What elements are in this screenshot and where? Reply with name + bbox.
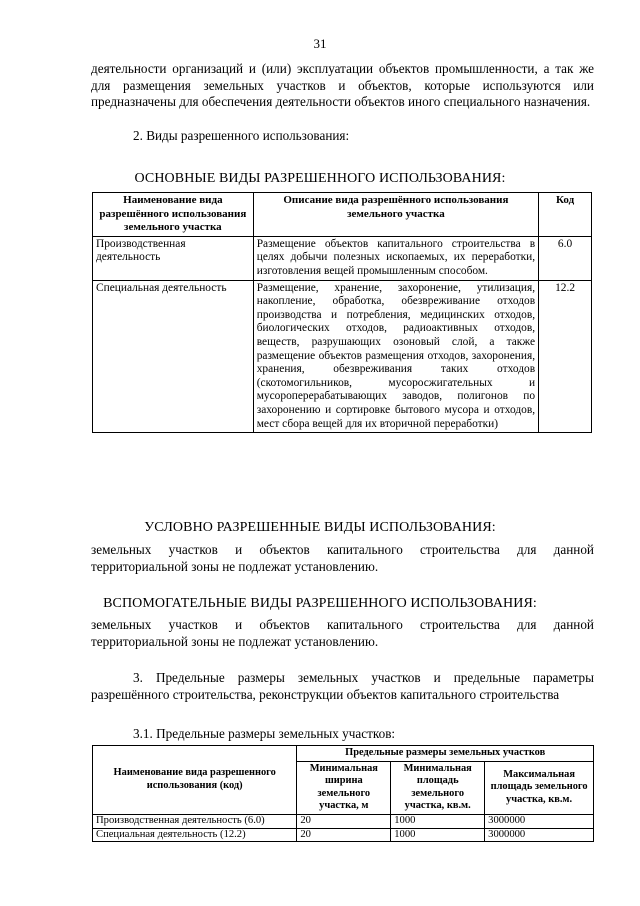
intro-paragraph: деятельности организаций и (или) эксплуатации объектов промышленности, а так же для размещения земельных участков и объектов, которые используются или предназначены для обеспечения деятельности объектов иного специального назначения. <box>91 61 594 109</box>
item-2-text: 2. Виды разрешенного использования: <box>133 128 350 143</box>
header-use-description: Описание вида разрешённого использования земельного участка <box>253 193 538 237</box>
table-row <box>93 828 594 842</box>
item-3-1-text: 3.1. Предельные размеры земельных участков: <box>133 726 396 741</box>
min-area-cell: 1000 <box>391 828 485 842</box>
main-uses-heading: ОСНОВНЫЕ ВИДЫ РАЗРЕШЕННОГО ИСПОЛЬЗОВАНИЯ: <box>134 171 506 186</box>
item-3-text: 3. Предельные размеры земельных участков и предельные параметры разрешённого строительства, реконструкции объектов капитального строительства <box>91 670 594 702</box>
min-area-cell: 1000 <box>391 814 485 828</box>
use-name-cell: Специальная деятельность <box>93 280 254 433</box>
table-row <box>93 814 594 828</box>
table-row <box>93 280 592 433</box>
main-uses-table-header-row <box>93 193 592 237</box>
conditional-uses-text: земельных участков и объектов капитального строительства для данной территориальной зоны не подлежат установлению. <box>91 542 594 574</box>
table-row <box>93 236 592 280</box>
page-number: 31 <box>313 36 327 51</box>
header-min-area: Минимальная площадь земельного участка, кв.м. <box>391 761 485 814</box>
conditional-uses-heading: УСЛОВНО РАЗРЕШЕННЫЕ ВИДЫ ИСПОЛЬЗОВАНИЯ: <box>144 520 496 535</box>
header-plot-size-group: Предельные размеры земельных участков <box>297 746 594 762</box>
header-code: Код <box>539 193 592 237</box>
plot-use-name-cell: Производственная деятельность (6.0) <box>93 814 297 828</box>
use-description-cell: Размещение объектов капитального строительства в целях добычи полезных ископаемых, их переработки, изготовления вещей промышленным способом. <box>253 236 538 280</box>
header-use-name: Наименование вида разрешённого использования земельного участка <box>93 193 254 237</box>
use-name-cell: Производственная деятельность <box>93 236 254 280</box>
use-code-cell: 12.2 <box>539 280 592 433</box>
main-uses-table <box>92 192 592 433</box>
min-width-cell: 20 <box>297 828 391 842</box>
plot-use-name-cell: Специальная деятельность (12.2) <box>93 828 297 842</box>
use-code-cell: 6.0 <box>539 236 592 280</box>
header-min-width: Минимальная ширина земельного участка, м <box>297 761 391 814</box>
max-area-cell: 3000000 <box>485 828 594 842</box>
use-description-cell: Размещение, хранение, захоронение, утилизация, накопление, обработка, обезвреживание отходов производства и потребления, медицинских отходов, биологических отходов, радиоактивных отходов, веществ, разрушающих озоновый слой, а также размещение объектов размещения отходов, захоронения, хранения, обезвреживания таких отходов (скотомогильников, мусоросжигательных и мусороперерабатывающих заводов, полигонов по захоронению и сортировке бытового мусора и отходов, мест сбора вещей для их вторичной переработки) <box>253 280 538 433</box>
plot-size-table-group-row <box>93 746 594 762</box>
auxiliary-uses-heading: ВСПОМОГАТЕЛЬНЫЕ ВИДЫ РАЗРЕШЕННОГО ИСПОЛЬЗОВАНИЯ: <box>103 596 537 611</box>
max-area-cell: 3000000 <box>485 814 594 828</box>
header-use-name-code: Наименование вида разрешенного использования (код) <box>93 746 297 815</box>
plot-size-table <box>92 745 594 842</box>
header-max-area: Максимальная площадь земельного участка, кв.м. <box>485 761 594 814</box>
auxiliary-uses-text: земельных участков и объектов капитального строительства для данной территориальной зоны не подлежат установлению. <box>91 617 594 649</box>
min-width-cell: 20 <box>297 814 391 828</box>
